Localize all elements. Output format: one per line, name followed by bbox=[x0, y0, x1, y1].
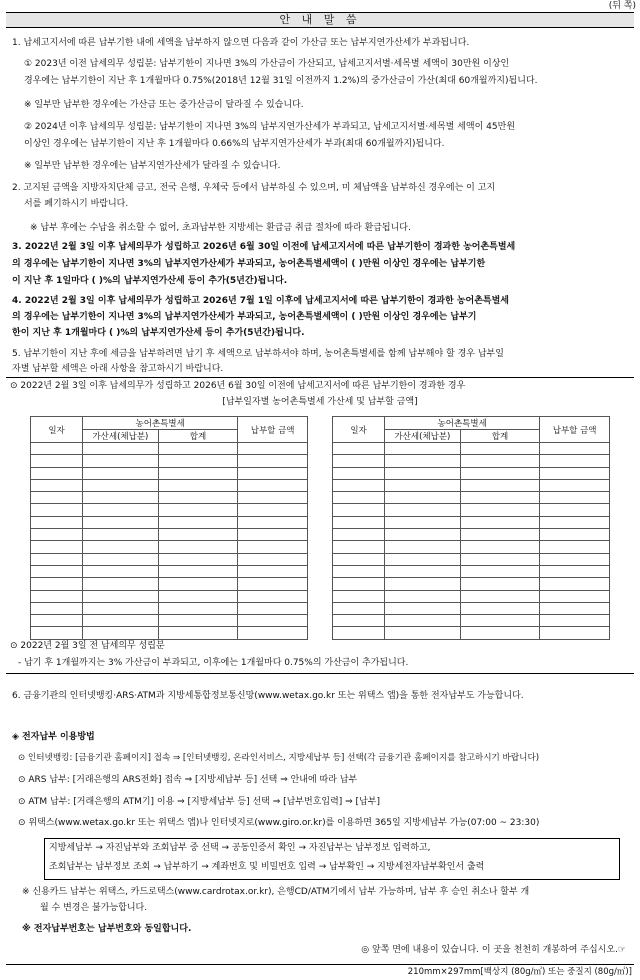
table-cell bbox=[158, 578, 238, 590]
table-cell bbox=[333, 627, 385, 639]
table-cell bbox=[238, 602, 308, 614]
table-row bbox=[31, 479, 308, 491]
table-cell bbox=[460, 578, 540, 590]
table-cell bbox=[333, 516, 385, 528]
col-total-header: 합계 bbox=[460, 430, 540, 443]
table-cell bbox=[385, 443, 461, 455]
table-cell bbox=[83, 504, 159, 516]
table-cell bbox=[83, 455, 159, 467]
table-cell bbox=[333, 590, 385, 602]
col-date-header: 일자 bbox=[31, 417, 83, 443]
col-date-header: 일자 bbox=[333, 417, 385, 443]
table-row bbox=[333, 492, 610, 504]
notice-item-1-2-note: ※ 일부만 납부한 경우에는 납부지연가산세가 달라질 수 있습니다. bbox=[24, 161, 281, 171]
table-row bbox=[31, 443, 308, 455]
table-cell bbox=[31, 529, 83, 541]
table-cell bbox=[31, 541, 83, 553]
table-cell bbox=[238, 627, 308, 639]
table-cell bbox=[333, 504, 385, 516]
notice-item-5-line-b: 자별 납부할 세액은 아래 사항을 참고하시기 바랍니다. bbox=[12, 364, 224, 374]
table-cell bbox=[540, 627, 610, 639]
table-cell bbox=[460, 541, 540, 553]
table-cell bbox=[333, 443, 385, 455]
table-cell bbox=[83, 565, 159, 577]
table-cell bbox=[83, 516, 159, 528]
table-cell bbox=[385, 492, 461, 504]
table-cell bbox=[83, 602, 159, 614]
table-row bbox=[333, 529, 610, 541]
table-cell bbox=[83, 529, 159, 541]
page-title: 안 내 말 씀 bbox=[6, 12, 634, 28]
table-cell bbox=[158, 627, 238, 639]
table-cell bbox=[460, 565, 540, 577]
table-cell bbox=[158, 565, 238, 577]
epay-heading: ◈ 전자납부 이용방법 bbox=[12, 732, 95, 742]
col-penalty-header: 가산세(체납분) bbox=[83, 430, 159, 443]
table-cell bbox=[460, 590, 540, 602]
table-cell bbox=[238, 492, 308, 504]
pre2022-line: - 납기 후 1개월까지는 3% 가산금이 부과되고, 이후에는 1개월마다 0.75%의 가산금이 추가됩니다. bbox=[18, 658, 409, 668]
table-row bbox=[31, 529, 308, 541]
table-cell bbox=[333, 479, 385, 491]
table-cell bbox=[540, 504, 610, 516]
table-cell bbox=[83, 467, 159, 479]
table-cell bbox=[238, 479, 308, 491]
table-cell bbox=[238, 553, 308, 565]
table-row bbox=[333, 578, 610, 590]
footer-divider bbox=[6, 964, 634, 965]
table-cell bbox=[540, 602, 610, 614]
notice-item-2-line-b: 서를 폐기하시기 바랍니다. bbox=[24, 199, 129, 209]
table-cell bbox=[540, 615, 610, 627]
table-cell bbox=[460, 504, 540, 516]
notice-item-1-2-line-a: ② 2024년 이후 납세의무 성립분: 납부기한이 지나면 3%의 납부지연가산세가 부과되고, 납세고지서별·세목별 세액이 45만원 bbox=[24, 122, 516, 132]
table-cell bbox=[238, 578, 308, 590]
col-total-header: 합계 bbox=[158, 430, 238, 443]
table-cell bbox=[540, 578, 610, 590]
ledger-table-right bbox=[332, 416, 610, 640]
table-cell bbox=[238, 455, 308, 467]
table-cell bbox=[460, 516, 540, 528]
table-cell bbox=[540, 565, 610, 577]
table-row bbox=[333, 615, 610, 627]
table-row bbox=[31, 553, 308, 565]
table-cell bbox=[158, 541, 238, 553]
table-cell bbox=[385, 590, 461, 602]
table-cell bbox=[238, 565, 308, 577]
section-divider bbox=[6, 377, 634, 378]
table-cell bbox=[31, 504, 83, 516]
table-cell bbox=[385, 553, 461, 565]
table-cell bbox=[83, 443, 159, 455]
table-cell bbox=[83, 615, 159, 627]
table-row bbox=[31, 615, 308, 627]
table-cell bbox=[83, 492, 159, 504]
notice-item-2-note: ※ 납부 후에는 수납을 취소할 수 없어, 초과납부한 지방세는 환급금 취급 절차에 따라 환급됩니다. bbox=[30, 223, 411, 233]
table-row bbox=[333, 541, 610, 553]
table-row bbox=[31, 627, 308, 639]
table-cell bbox=[333, 553, 385, 565]
notice-item-1-1-line-a: ① 2023년 이전 납세의무 성립분: 납부기한이 지나면 3%의 가산금이 가산되고, 납세고지서별·세목별 세액이 30만원 이상인 bbox=[24, 59, 510, 69]
table-row bbox=[333, 602, 610, 614]
table-cell bbox=[238, 615, 308, 627]
table-cell bbox=[540, 541, 610, 553]
table-cell bbox=[31, 455, 83, 467]
ledger-body-right bbox=[333, 443, 610, 640]
table-row bbox=[333, 553, 610, 565]
table-cell bbox=[460, 467, 540, 479]
table-cell bbox=[333, 455, 385, 467]
table-cell bbox=[385, 529, 461, 541]
table-subtitle: [납부일자별 농어촌특별세 가산세 및 납부할 금액] bbox=[222, 397, 418, 407]
table-cell bbox=[540, 479, 610, 491]
table-cell bbox=[31, 553, 83, 565]
table-cell bbox=[385, 479, 461, 491]
table-cell bbox=[158, 443, 238, 455]
table-cell bbox=[158, 455, 238, 467]
table-row bbox=[31, 492, 308, 504]
table-cell bbox=[540, 455, 610, 467]
table-cell bbox=[540, 443, 610, 455]
table-cell bbox=[158, 479, 238, 491]
col-group-header: 농어촌특별세 bbox=[83, 417, 238, 430]
table-row bbox=[333, 565, 610, 577]
table-cell bbox=[158, 615, 238, 627]
notice-item-1-1-line-b: 경우에는 납부기한이 지난 후 1개월마다 0.75%(2018년 12월 31일 이전까지 1.2%)의 중가산금이 가산(최대 60개월까지)됩니다. bbox=[24, 76, 538, 86]
notice-item-3-line-c: 이 지난 후 1일마다 ( )%의 납부지연가산세 등이 추가(5년간)됩니다. bbox=[12, 276, 288, 286]
table-row bbox=[31, 602, 308, 614]
table-row bbox=[333, 479, 610, 491]
table-cell bbox=[333, 578, 385, 590]
table-cell bbox=[83, 578, 159, 590]
table-cell bbox=[158, 553, 238, 565]
table-cell bbox=[540, 492, 610, 504]
table-cell bbox=[238, 590, 308, 602]
table-cell bbox=[385, 504, 461, 516]
table-cell bbox=[333, 467, 385, 479]
table-cell bbox=[83, 553, 159, 565]
table-cell bbox=[385, 516, 461, 528]
table-cell bbox=[31, 443, 83, 455]
table-row bbox=[31, 578, 308, 590]
table-row bbox=[31, 541, 308, 553]
table-cell bbox=[238, 516, 308, 528]
epay-internet-banking: ⊙ 인터넷뱅킹: [금융기관 홈페이지] 접속 ⇒ [인터넷뱅킹, 온라인서비스, 지방세납부 등] 선택(각 금융기관 홈페이지를 참고하시기 바랍니다) bbox=[18, 753, 540, 763]
table-cell bbox=[31, 590, 83, 602]
epay-ars: ⊙ ARS 납부: [거래은행의 ARS전화] 접속 ⇒ [지방세납부 등] 선택 ⇒ 안내에 따라 납부 bbox=[18, 775, 358, 785]
ledger-table-left bbox=[30, 416, 308, 640]
pre2022-heading: ⊙ 2022년 2월 3일 전 납세의무 성립분 bbox=[10, 641, 165, 651]
table-cell bbox=[31, 627, 83, 639]
notice-item-4-line-b: 의 경우에는 납부기한이 지나면 3%의 납부지연가산세가 부과되고, 농어촌특별세액이 ( )만원 이상인 경우에는 납부기 bbox=[12, 312, 477, 322]
table-cell bbox=[158, 529, 238, 541]
notice-item-4-line-a: 4. 2022년 2월 3일 이후 납세의무가 성립하고 2026년 7월 1일 이후에 납세고지서에 따른 납부기한이 경과한 농어촌특별세 bbox=[12, 296, 509, 306]
table-cell bbox=[238, 504, 308, 516]
col-penalty-header: 가산세(체납분) bbox=[385, 430, 461, 443]
table-cell bbox=[333, 565, 385, 577]
epay-number-note: ※ 전자납부번호는 납부번호와 동일합니다. bbox=[22, 924, 192, 934]
table-cell bbox=[460, 443, 540, 455]
table-cell bbox=[460, 602, 540, 614]
table-cell bbox=[31, 467, 83, 479]
table-cell bbox=[158, 504, 238, 516]
table-row bbox=[333, 627, 610, 639]
table-cell bbox=[31, 479, 83, 491]
notice-item-1-2-line-b: 이상인 경우에는 납부기한이 지난 후 1개월마다 0.66%의 납부지연가산세가 부과(최대 60개월까지)됩니다. bbox=[24, 139, 445, 149]
table-cell bbox=[540, 467, 610, 479]
table-row bbox=[333, 504, 610, 516]
notice-item-1-1-note: ※ 일부만 납부한 경우에는 가산금 또는 중가산금이 달라질 수 있습니다. bbox=[24, 100, 304, 110]
epay-wetax: ⊙ 위택스(www.wetax.go.kr 또는 위택스 앱)나 인터넷지로(www.giro.or.kr)를 이용하면 365일 지방세납부 가능(07:00 ~ 23:30) bbox=[18, 818, 540, 828]
table-cell bbox=[333, 492, 385, 504]
table-cell bbox=[460, 627, 540, 639]
table-cell bbox=[31, 516, 83, 528]
notice-item-1: 1. 납세고지서에 따른 납부기한 내에 세액을 납부하지 않으면 다음과 같이 가산금 또는 납부지연가산세가 부과됩니다. bbox=[12, 38, 470, 48]
table-cell bbox=[158, 590, 238, 602]
table-cell bbox=[31, 602, 83, 614]
wetax-steps-line-2: 조회납부는 납부정보 조회 → 납부하기 → 계좌번호 및 비밀번호 입력 → 납부확인 → 지방세전자납부확인서 출력 bbox=[49, 862, 485, 872]
table-cell bbox=[31, 565, 83, 577]
closing-instruction: ◎ 앞쪽 면에 내용이 있습니다. 이 곳을 천천히 개봉하여 주십시오.☞ bbox=[361, 945, 626, 955]
table-cell bbox=[460, 492, 540, 504]
table-cell bbox=[83, 627, 159, 639]
table-cell bbox=[460, 615, 540, 627]
col-payable-header: 납부할 금액 bbox=[238, 417, 308, 443]
table-cell bbox=[31, 578, 83, 590]
notice-item-3-line-a: 3. 2022년 2월 3일 이후 납세의무가 성립하고 2026년 6월 30일 이전에 납세고지서에 따른 납부기한이 경과한 농어촌특별세 bbox=[12, 242, 516, 252]
paper-spec: 210mm×297mm[백상지 (80g/㎡) 또는 중질지 (80g/㎡)] bbox=[407, 967, 632, 977]
table-cell bbox=[385, 578, 461, 590]
table-cell bbox=[238, 541, 308, 553]
table-cell bbox=[385, 615, 461, 627]
table-cell bbox=[83, 590, 159, 602]
table-cell bbox=[333, 615, 385, 627]
col-group-header: 농어촌특별세 bbox=[385, 417, 540, 430]
table-row bbox=[333, 516, 610, 528]
table-cell bbox=[31, 492, 83, 504]
table-cell bbox=[385, 455, 461, 467]
table-cell bbox=[460, 479, 540, 491]
notice-item-4-line-c: 한이 지난 후 1개월마다 ( )%의 납부지연가산세 등이 추가(5년간)됩니다. bbox=[12, 328, 305, 338]
table-cell bbox=[238, 467, 308, 479]
table-cell bbox=[158, 516, 238, 528]
wetax-steps-box bbox=[44, 838, 620, 880]
table-cell bbox=[460, 529, 540, 541]
table-cell bbox=[238, 529, 308, 541]
table-cell bbox=[385, 565, 461, 577]
epay-atm: ⊙ ATM 납부: [거래은행의 ATM기] 이용 ⇒ [지방세납부 등] 선택 ⇒ [납부번호입력] ⇒ [납부] bbox=[18, 797, 380, 807]
table-row bbox=[31, 590, 308, 602]
notice-item-6: 6. 금융기관의 인터넷뱅킹·ARS·ATM과 지방세통합정보통신망(www.wetax.go.kr 또는 위택스 앱)을 통한 전자납부도 가능합니다. bbox=[12, 691, 524, 701]
table-cell bbox=[540, 590, 610, 602]
table-cell bbox=[460, 455, 540, 467]
table-row bbox=[333, 590, 610, 602]
table-cell bbox=[385, 627, 461, 639]
card-note-line-a: ※ 신용카드 납부는 위택스, 카드로택스(www.cardrotax.or.kr), 은행CD/ATM기에서 납부 가능하며, 납부 후 승인 취소나 할부 개 bbox=[22, 887, 530, 897]
table-row bbox=[333, 455, 610, 467]
table-cell bbox=[385, 467, 461, 479]
table-cell bbox=[460, 553, 540, 565]
wetax-steps-line-1: 지방세납부 → 자진납부와 조회납부 중 선택 → 공동인증서 확인 → 자진납부는 납부정보 입력하고, bbox=[49, 843, 431, 853]
notice-item-3-line-b: 의 경우에는 납부기한이 지나면 3%의 납부지연가산세가 부과되고, 농어촌특별세액이 ( )만원 이상인 경우에는 납부기한 bbox=[12, 259, 486, 269]
table-row bbox=[31, 504, 308, 516]
col-payable-header: 납부할 금액 bbox=[540, 417, 610, 443]
table-section-heading: ⊙ 2022년 2월 3일 이후 납세의무가 성립하고 2026년 6월 30일 이전에 납세고지서에 따른 납부기한이 경과한 경우 bbox=[10, 381, 466, 391]
section-divider bbox=[6, 673, 634, 674]
table-cell bbox=[540, 553, 610, 565]
notice-item-5-line-a: 5. 납부기한이 지난 후에 세금을 납부하려면 납기 후 세액으로 납부하셔야 하며, 농어촌특별세를 함께 납부해야 할 경우 납부일 bbox=[12, 349, 504, 359]
table-cell bbox=[540, 529, 610, 541]
table-cell bbox=[540, 516, 610, 528]
table-cell bbox=[333, 602, 385, 614]
table-cell bbox=[333, 529, 385, 541]
table-cell bbox=[385, 602, 461, 614]
table-row bbox=[31, 455, 308, 467]
table-cell bbox=[83, 479, 159, 491]
table-cell bbox=[333, 541, 385, 553]
table-cell bbox=[83, 541, 159, 553]
table-row bbox=[31, 516, 308, 528]
ledger-body-left bbox=[31, 443, 308, 640]
table-row bbox=[31, 565, 308, 577]
table-cell bbox=[158, 492, 238, 504]
back-side-label: (뒤 쪽) bbox=[608, 1, 636, 11]
table-row bbox=[333, 443, 610, 455]
table-cell bbox=[238, 443, 308, 455]
table-row bbox=[31, 467, 308, 479]
table-cell bbox=[158, 467, 238, 479]
table-cell bbox=[31, 615, 83, 627]
notice-item-2-line-a: 2. 고지된 금액을 지방자치단체 금고, 전국 은행, 우체국 등에서 납부하실 수 있으며, 미 체납액을 납부하신 경우에는 이 고지 bbox=[12, 183, 496, 193]
table-cell bbox=[158, 602, 238, 614]
table-row bbox=[333, 467, 610, 479]
table-cell bbox=[385, 541, 461, 553]
card-note-line-b: 월 수 변경은 불가능합니다. bbox=[40, 903, 148, 913]
